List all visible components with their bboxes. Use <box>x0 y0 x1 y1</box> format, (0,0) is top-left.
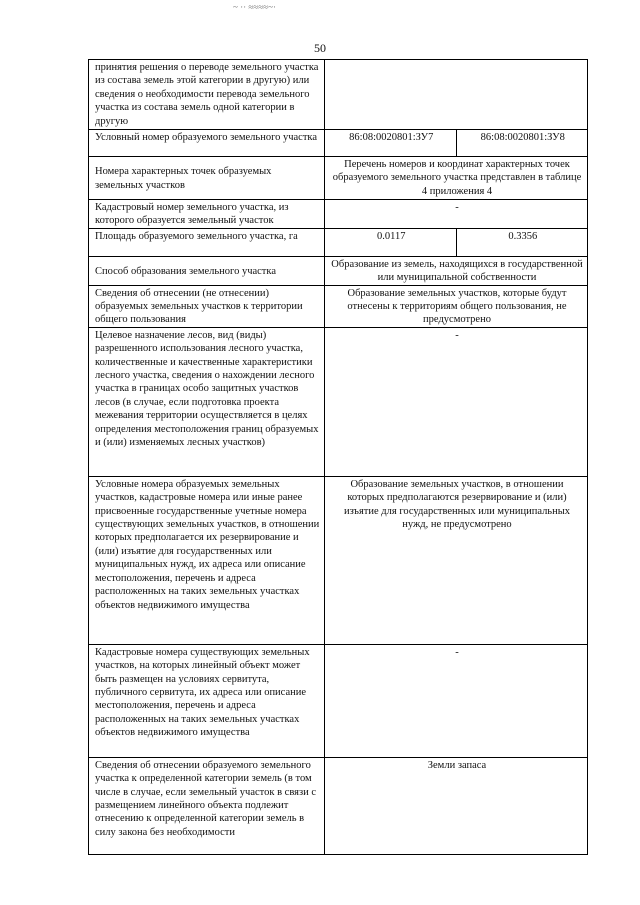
row-label-public-territory: Сведения об отнесении (не отнесении) образуемых земельных участков к территории общего пользования <box>89 285 325 327</box>
table-row <box>89 644 588 757</box>
row-value-area-b: 0.3356 <box>456 228 588 256</box>
table-row <box>89 476 588 644</box>
table-row <box>89 200 588 229</box>
table-row <box>89 130 588 157</box>
row-label-source-cadastral-number: Кадастровый номер земельного участка, из которого образуется земельный участок <box>89 200 325 229</box>
row-label-forest-purpose: Целевое назначение лесов, вид (виды) разрешенного использования лесного участка, количественные и качественные характеристики лесного участка, сведения о нахождении лесного участка в границах особо защитных участков лесов (в случае, если подготовка проекта межевания территории осуществляется в целях определения местоположения границ образуемых и (или) изменяемых лесных участков) <box>89 327 325 476</box>
land-plot-info-table <box>88 59 588 855</box>
page-number: 50 <box>314 41 326 55</box>
row-label-conditional-number: Условный номер образуемого земельного участка <box>89 130 325 157</box>
table-row <box>89 228 588 256</box>
row-label-formation-method: Способ образования земельного участка <box>89 256 325 285</box>
table-row <box>89 757 588 854</box>
table-row <box>89 327 588 476</box>
table-row <box>89 285 588 327</box>
row-value-characteristic-points: Перечень номеров и координат характерных точек образуемого земельного участка представлен в таблице 4 приложения 4 <box>325 157 588 200</box>
row-label-reservation-withdrawal: Условные номера образуемых земельных участков, кадастровые номера или иные ранее присвоенные государственные учетные номера существующих земельных участков, в отношении которых предполагается их резервирование и (или) изъятие для государственных или муниципальных нужд, их адреса или описание местоположения, перечень и адреса расположенных на таких земельных участках объектов недвижимого имущества <box>89 476 325 644</box>
row-value-conditional-number-a: 86:08:0020801:ЗУ7 <box>325 130 457 157</box>
row-value-formation-method: Образование из земель, находящихся в государственной или муниципальной собственности <box>325 256 588 285</box>
scan-mark: ~ ·· ≈≈≈≈~· <box>233 2 276 12</box>
row-label-land-category: Сведения об отнесении образуемого земельного участка к определенной категории земель (в том числе в случае, если земельный участок в связи с размещением линейного объекта подлежит отнесению к определенной категории земель в силу закона без необходимости <box>89 757 325 854</box>
row-value-public-territory: Образование земельных участков, которые будут отнесены к территориям общего пользования, не предусмотрено <box>325 285 588 327</box>
table-row <box>89 256 588 285</box>
row-value-transfer-decision <box>325 60 588 130</box>
row-label-transfer-decision: принятия решения о переводе земельного участка из состава земель этой категории в другую) или сведения о необходимости перевода земельного участка из состава земель одной категории в другую <box>89 60 325 130</box>
table-row <box>89 157 588 200</box>
row-value-conditional-number-b: 86:08:0020801:ЗУ8 <box>456 130 588 157</box>
row-value-servitude-plots: - <box>325 644 588 757</box>
row-value-forest-purpose: - <box>325 327 588 476</box>
row-value-land-category: Земли запаса <box>325 757 588 854</box>
table-row <box>89 60 588 130</box>
row-label-characteristic-points: Номера характерных точек образуемых земельных участков <box>89 157 325 200</box>
row-label-area: Площадь образуемого земельного участка, га <box>89 228 325 256</box>
row-value-area-a: 0.0117 <box>325 228 457 256</box>
row-value-source-cadastral-number: - <box>325 200 588 229</box>
row-value-reservation-withdrawal: Образование земельных участков, в отношении которых предполагаются резервирование и (или) изъятие для государственных или муниципальных нужд, не предусмотрено <box>325 476 588 644</box>
row-label-servitude-plots: Кадастровые номера существующих земельных участков, на которых линейный объект может быть размещен на условиях сервитута, публичного сервитута, их адреса или описание местоположения, перечень и адреса расположенных на таких земельных участках объектов недвижимого имущества <box>89 644 325 757</box>
